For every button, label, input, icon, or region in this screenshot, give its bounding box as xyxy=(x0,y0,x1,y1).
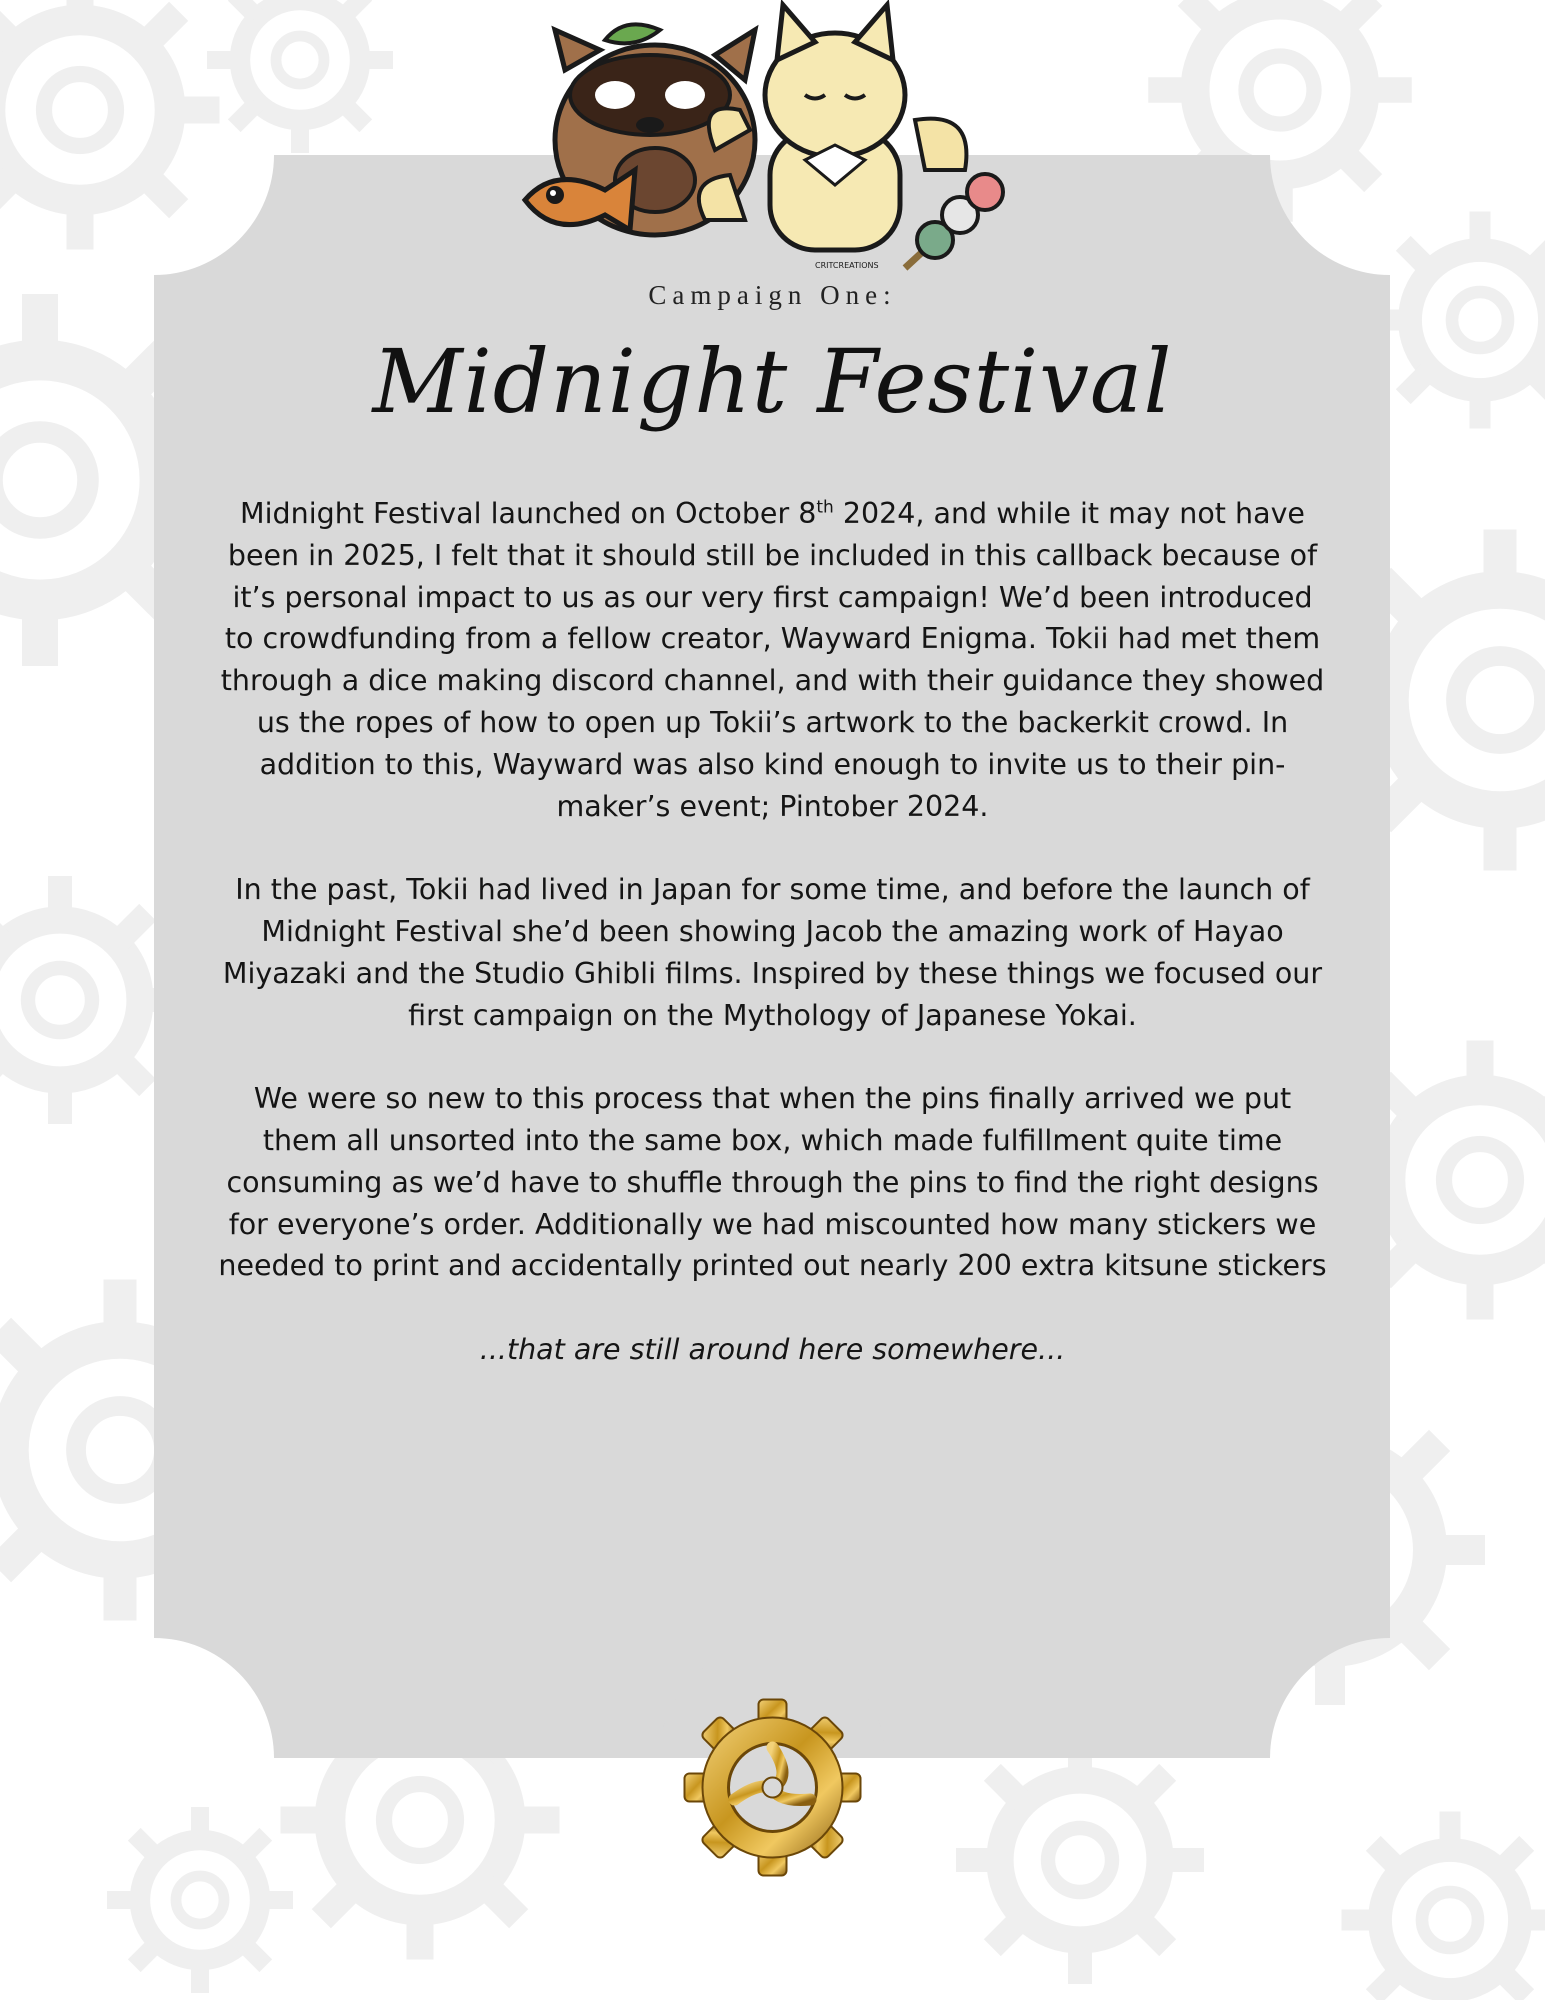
paragraph-1: Midnight Festival launched on October 8th 2024, and while it may not have been in 2025, I felt that it should still be included in this callback because of it’s personal impact to us as our very first campaign! We’d been introduced to crowdfunding from a fellow creator, Wayward Enigma. Tokii had met them through a dice making discord channel, and with their guidance they showed us the ropes of how to open up Tokii’s artwork to the backerkit crowd. In addition to this, Wayward was also kind enough to invite us to their pin-maker’s event; Pintober 2024. xyxy=(220,497,1325,823)
taiyaki-icon xyxy=(525,170,635,230)
artist-signature: CRITCREATIONS xyxy=(815,261,879,270)
tanuki-kitsune-illustration xyxy=(515,0,1025,285)
body-text xyxy=(215,493,1330,1413)
campaign-subtitle: Campaign One: xyxy=(648,280,897,310)
page-title: Midnight Festival xyxy=(372,330,1173,433)
paragraph-2: In the past, Tokii had lived in Japan for some time, and before the launch of Midnight Festival she’d been showing Jacob the amazing work of Hayao Miyazaki and the Studio Ghibli films. Inspired by these things we focused our first campaign on the Mythology of Japanese Yokai. xyxy=(222,873,1323,1032)
dango-icon xyxy=(905,174,1003,268)
closing-line: ...that are still around here somewhere... xyxy=(479,1332,1066,1366)
gold-gear-icon xyxy=(680,1695,865,1880)
paragraph-3: We were so new to this process that when the pins finally arrived we put them all unsorted into the same box, which made fulfillment quite time consuming as we’d have to shuffle through the pins to find the right designs for everyone’s order. Additionally we had miscounted how many stickers we needed to print and accidentally printed out nearly 200 extra kitsune stickers xyxy=(218,1082,1327,1283)
